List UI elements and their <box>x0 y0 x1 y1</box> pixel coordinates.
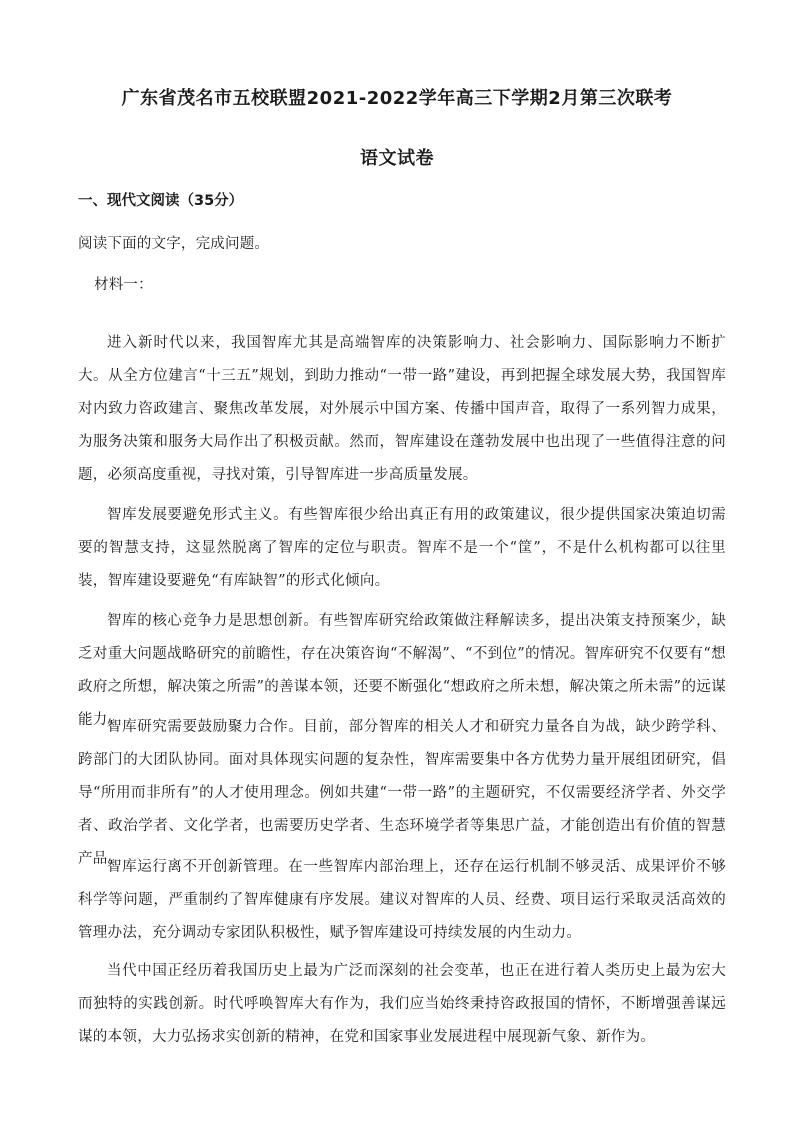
paragraph-1: 进入新时代以来，我国智库尤其是高端智库的决策影响力、社会影响力、国际影响力不断扩大。从全方位建言“十三五”规划，到助力推动“一带一路”建设，再到把握全球发展大势，我国智库对内致力咨政建言、聚焦改革发展，对外展示中国方案、传播中国声音，取得了一系列智力成果，为服务决策和服务大局作出了积极贡献。然而，智库建设在蓬勃发展中也出现了一些值得注意的问题，必须高度重视，寻找对策，引导智库进一步高质量发展。 <box>78 334 726 483</box>
paragraph-3: 智库的核心竞争力是思想创新。有些智库研究给政策做注释解读多，提出决策支持预案少，缺乏对重大问题战略研究的前瞻性，存在决策咨询“不解渴”、“不到位”的情况。智库研究不仅要有“想政府之所想，解决策之所需”的善谋本领，还要不断强化“想政府之所未想，解决策之所未需”的远谋能力。 <box>78 612 726 728</box>
paragraph-4: 智库研究需要鼓励聚力合作。目前，部分智库的相关人才和研究力量各自为战，缺少跨学科、跨部门的大团队协同。面对具体现实问题的复杂性，智库需要集中各方优势力量开展组团研究，倡导“所用而非所有”的人才使用理念。例如共建“一带一路”的主题研究，不仅需要经济学者、外交学者、政治学者、文化学者，也需要历史学者、生态环境学者等集思广益，才能创造出有价值的智慧产品。 <box>78 718 726 867</box>
exam-title: 广东省茂名市五校联盟2021-2022学年高三下学期2月第三次联考 <box>121 88 673 109</box>
reading-instruction: 阅读下面的文字，完成问题。 <box>78 236 270 252</box>
paragraph-2: 智库发展要避免形式主义。有些智库很少给出真正有用的政策建议，很少提供国家决策迫切需要的智慧支持，这显然脱离了智库的定位与职责。智库不是一个“筐”，不是什么机构都可以往里装，智库建设要避免“有库缺智”的形式化倾向。 <box>78 506 726 589</box>
paragraph-5: 智库运行离不开创新管理。在一些智库内部治理上，还存在运行机制不够灵活、成果评价不够科学等问题，严重制约了智库健康有序发展。建议对智库的人员、经费、项目运行采取灵活高效的管理办法，充分调动专家团队积极性，赋予智库建设可持续发展的内生动力。 <box>78 858 726 941</box>
material-label: 材料一： <box>94 277 153 293</box>
exam-subtitle: 语文试卷 <box>360 148 434 169</box>
section-heading: 一、现代文阅读（35分） <box>78 193 244 209</box>
paragraph-6: 当代中国正经历着我国历史上最为广泛而深刻的社会变革，也正在进行着人类历史上最为宏大而独特的实践创新。时代呼唤智库大有作为，我们应当始终秉持咨政报国的情怀，不断增强善谋远谋的本领，大力弘扬求实创新的精神，在党和国家事业发展进程中展现新气象、新作为。 <box>78 962 726 1045</box>
